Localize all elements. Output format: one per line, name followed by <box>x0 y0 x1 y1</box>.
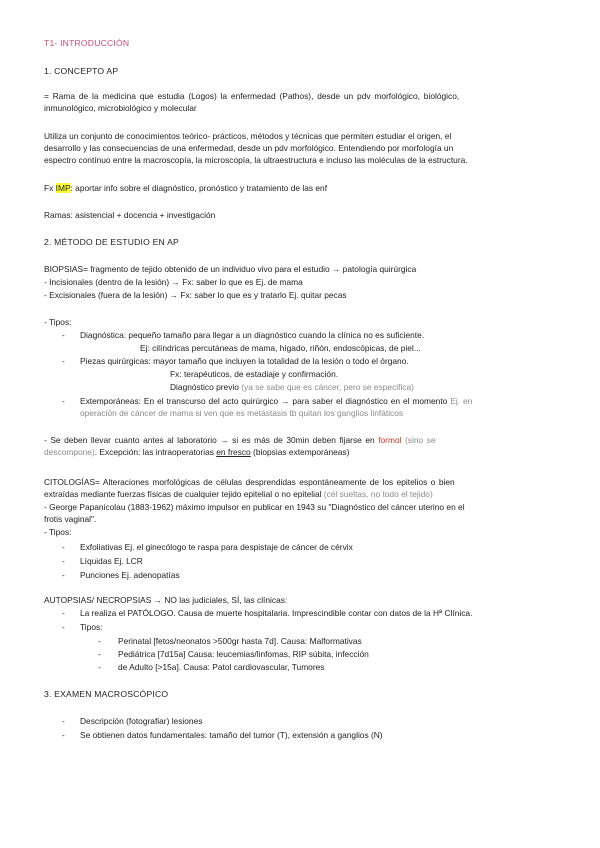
definition-line-2: inmunológico, microbiológico y molecular <box>44 103 197 113</box>
diagnostico-previo-note: (ya se sabe que es cáncer, pero se especifica) <box>238 382 414 392</box>
list-dash: - <box>62 396 65 406</box>
extemporaneas-main: Extemporáneas: En el transcurso del acto quirúrgico → para saber el diagnóstico en el momento <box>80 396 448 406</box>
extemporaneas-example: operación de cáncer de mama si ven que es metástasis tb quitan los ganglios linfáticos <box>80 408 404 418</box>
extemporaneas-ref: (biopsias extemporáneas) <box>250 447 350 457</box>
list-dash: - <box>62 716 65 726</box>
autopsias-line: AUTOPSIAS/ NECROPSIAS → NO las judiciales, SÍ, las clínicas: <box>44 595 288 605</box>
formol-note-line <box>44 435 436 446</box>
excepcion-text: . Excepción: las intraoperatorias <box>94 447 217 457</box>
ramas-line: Ramas: asistencial + docencia + investigación <box>44 210 216 220</box>
citologias-line-2 <box>44 489 433 500</box>
citologias-text-2: extraídas mediante fuerzas físicas de cualquier tejido epitelial o no epitelial <box>44 489 322 499</box>
biopsias-line: BIOPSIAS= fragmento de tejido obtenido de un individuo vivo para el estudio → patología quirúrgica <box>44 264 417 274</box>
patologo-text: La realiza el PATÓLOGO. Causa de muerte hospitalaria. Imprescindible contar con datos de la Hª Clínica. <box>80 608 473 618</box>
paragraph-line-3: espectro contínuo entre la macroscopía, la microscopía, la ultraestructura e incluso las moléculas de la estructura. <box>44 155 468 165</box>
descripcion-text: Descripción (fotografiar) lesiones <box>80 716 203 726</box>
descompone-aside: descompone) <box>44 447 95 457</box>
list-dash: - <box>98 662 101 672</box>
perinatal-text: Perinatal [fetos/neonatos >500gr hasta 7d]. Causa: Malformativas <box>118 636 362 646</box>
fx-line <box>44 183 327 194</box>
list-dash: - <box>62 570 65 580</box>
paragraph-line-2: desarrollo y las consecuencias de una enfermedad, desde un pdv morfológico. Entendiendo por morfología un <box>44 143 454 153</box>
diagnostica-text: Diagnóstica: pequeño tamaño para llegar a un diagnóstico cuando la clínica no es suficiente. <box>80 330 425 340</box>
adulto-text: de Adulto [>15a]. Causa: Patol cardiovascular, Tumores <box>118 662 325 672</box>
list-dash: - <box>62 330 65 340</box>
papanicolau-line-2: frotis vaginal". <box>44 514 97 524</box>
datos-fundamentales-text: Se obtienen datos fundamentales: tamaño del tumor (T), extensión a ganglios (N) <box>80 730 383 740</box>
en-fresco-text: en fresco <box>216 447 251 457</box>
list-dash: - <box>98 649 101 659</box>
autopsias-tipos-label: Tipos: <box>80 622 103 632</box>
excisionales-line: - Excisionales (fuera de la lesión) → Fx: saber lo que es y tratarlo Ej. quitar pecas <box>44 290 347 300</box>
citologias-tipos-label: - Tipos: <box>44 527 72 537</box>
paragraph-line-1: Utiliza un conjunto de conocimientos teórico- prácticos, métodos y técnicas que permiten estudiar el origen, el <box>44 131 452 141</box>
diagnostico-previo-label: Diagnóstico previo <box>170 382 239 392</box>
section-heading-metodo: 2. MÉTODO DE ESTUDIO EN AP <box>44 237 179 247</box>
fx-highlight: IMP <box>55 183 71 193</box>
incisionales-line: - Incisionales (dentro de la lesión) → Fx: saber lo que es Ej. de mama <box>44 277 303 287</box>
exfoliativas-text: Exfoliativas Ej. el ginecólogo te raspa para despistaje de cáncer de cérvix <box>80 542 353 552</box>
section-heading-concepto: 1. CONCEPTO AP <box>44 66 119 76</box>
formol-word: formol <box>378 435 402 445</box>
list-dash: - <box>62 542 65 552</box>
citologias-line-1: CITOLOGÍAS= Alteraciones morfológicas de células desprendidas espontáneamente de los epitelios o bien <box>44 477 455 487</box>
papanicolau-line-1: - George Papanicolau (1883-1962) máximo impulsor en publicar en 1943 su "Diagnóstico del cáncer uterino en el <box>44 502 465 512</box>
piezas-fx: Fx: terapéuticos, de estadiaje y confirmación. <box>170 369 339 379</box>
definition-line-1: = Rama de la medicina que estudia (Logos) la enfermedad (Pathos), desde un pdv morfológico, biológico, <box>44 91 460 101</box>
formol-aside: (sino se <box>401 435 436 445</box>
liquidas-text: Líquidas Ej. LCR <box>80 556 143 566</box>
list-dash: - <box>62 608 65 618</box>
piezas-diagnostico-previo <box>170 382 414 393</box>
pediatrica-text: Pediátrica [7d15a] Causa: leucemias/linfomas, RIP súbita, infección <box>118 649 369 659</box>
piezas-text: Piezas quirúrgicas: mayor tamaño que incluyen la totalidad de la lesión o todo el órgano. <box>80 356 409 366</box>
list-dash: - <box>62 356 65 366</box>
list-dash: - <box>62 730 65 740</box>
citologias-note: (cél sueltas, no todo el tejido) <box>321 489 433 499</box>
formol-note-text: - Se deben llevar cuanto antes al laboratorio → si es más de 30min deben fijarse en <box>44 435 379 445</box>
fx-rest: : aportar info sobre el diagnóstico, pronóstico y tratamiento de las enf <box>70 183 328 193</box>
fx-prefix: Fx <box>44 183 56 193</box>
biopsias-tipos-label: - Tipos: <box>44 317 72 327</box>
extemporaneas-note: Ej. en <box>447 396 473 406</box>
excepcion-line <box>44 447 349 458</box>
diagnostica-example: Ej: cilíndricas percutáneas de mama, hígado, riñón, endoscópicas, de piel... <box>140 343 421 353</box>
list-dash: - <box>98 636 101 646</box>
punciones-text: Punciones Ej. adenopatías <box>80 570 180 580</box>
document-title: T1- INTRODUCCIÓN <box>44 38 130 48</box>
extemporaneas-text <box>80 396 472 407</box>
list-dash: - <box>62 622 65 632</box>
list-dash: - <box>62 556 65 566</box>
section-heading-macroscopico: 3. EXAMEN MACROSCÓPICO <box>44 689 169 699</box>
